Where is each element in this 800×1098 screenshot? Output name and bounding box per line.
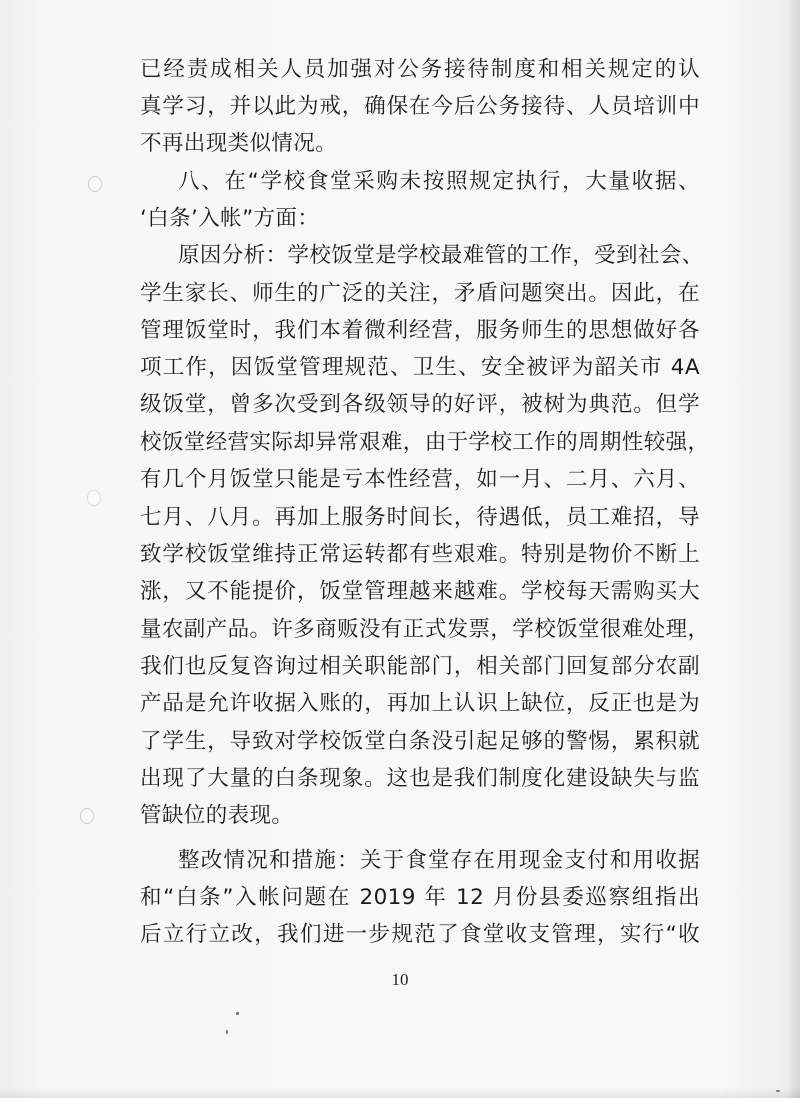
text-line: 管理饭堂时，我们本着微利经营，服务师生的思想做好各 <box>140 318 700 343</box>
page-edge-shadow <box>786 0 800 1098</box>
text-line: 不再出现类似情况。 <box>140 131 338 156</box>
binding-hole <box>80 808 94 824</box>
text-line: ‘白条’入帐”方面： <box>140 206 320 231</box>
text-line: 学生家长、师生的广泛的关注，矛盾问题突出。因此，在 <box>140 281 700 306</box>
page-bottom-shadow <box>0 1088 800 1098</box>
page-number: 10 <box>391 970 409 989</box>
text-line: 了学生，导致对学校饭堂白条没引起足够的警惕，累积就 <box>140 729 700 754</box>
text-line: 校饭堂经营实际却异常艰难，由于学校工作的周期性较强， <box>140 430 710 455</box>
text-line: 整改情况和措施：关于食堂存在用现金支付和用收据 <box>178 848 700 873</box>
text-line: 有几个月饭堂只能是亏本性经营，如一月、二月、六月、 <box>140 467 700 492</box>
text-line: 管缺位的表现。 <box>140 803 294 828</box>
text-line: 七月、八月。再加上服务时间长，待遇低，员工难招，导 <box>140 505 700 530</box>
text-line: 级饭堂，曾多次受到各级领导的好评，被树为典范。但学 <box>140 392 700 417</box>
text-line: 原因分析：学校饭堂是学校最难管的工作，受到社会、 <box>178 243 704 268</box>
text-line: 量农副产品。许多商贩没有正式发票，学校饭堂很难处理， <box>140 617 710 642</box>
binding-hole <box>88 176 102 192</box>
text-line: 出现了大量的白条现象。这也是我们制度化建设缺失与监 <box>140 766 700 791</box>
text-line: 已经责成相关人员加强对公务接待制度和相关规定的认 <box>140 57 700 82</box>
text-line: 涨，又不能提价，饭堂管理越来越难。学校每天需购买大 <box>140 579 700 604</box>
scan-speck <box>776 1090 780 1092</box>
text-line: 后立行立改，我们进一步规范了食堂收支管理，实行“收 <box>140 922 700 947</box>
text-line: 致学校饭堂维持正常运转都有些艰难。特别是物价不断上 <box>140 542 700 567</box>
text-line: 项工作，因饭堂管理规范、卫生、安全被评为韶关市 4A <box>140 355 700 380</box>
text-line: 产品是允许收据入账的，再加上认识上缺位，反正也是为 <box>140 691 700 716</box>
text-line: 和“白条”入帐问题在 2019 年 12 月份县委巡察组指出 <box>140 885 700 910</box>
scan-speck <box>236 1012 239 1015</box>
text-line: 八、在“学校食堂采购未按照规定执行，大量收据、 <box>178 169 700 194</box>
text-line: 真学习，并以此为戒，确保在今后公务接待、人员培训中 <box>140 94 700 119</box>
scan-speck <box>226 1030 228 1034</box>
text-line: 我们也反复咨询过相关职能部门，相关部门回复部分农副 <box>140 654 700 679</box>
binding-hole <box>87 490 101 506</box>
